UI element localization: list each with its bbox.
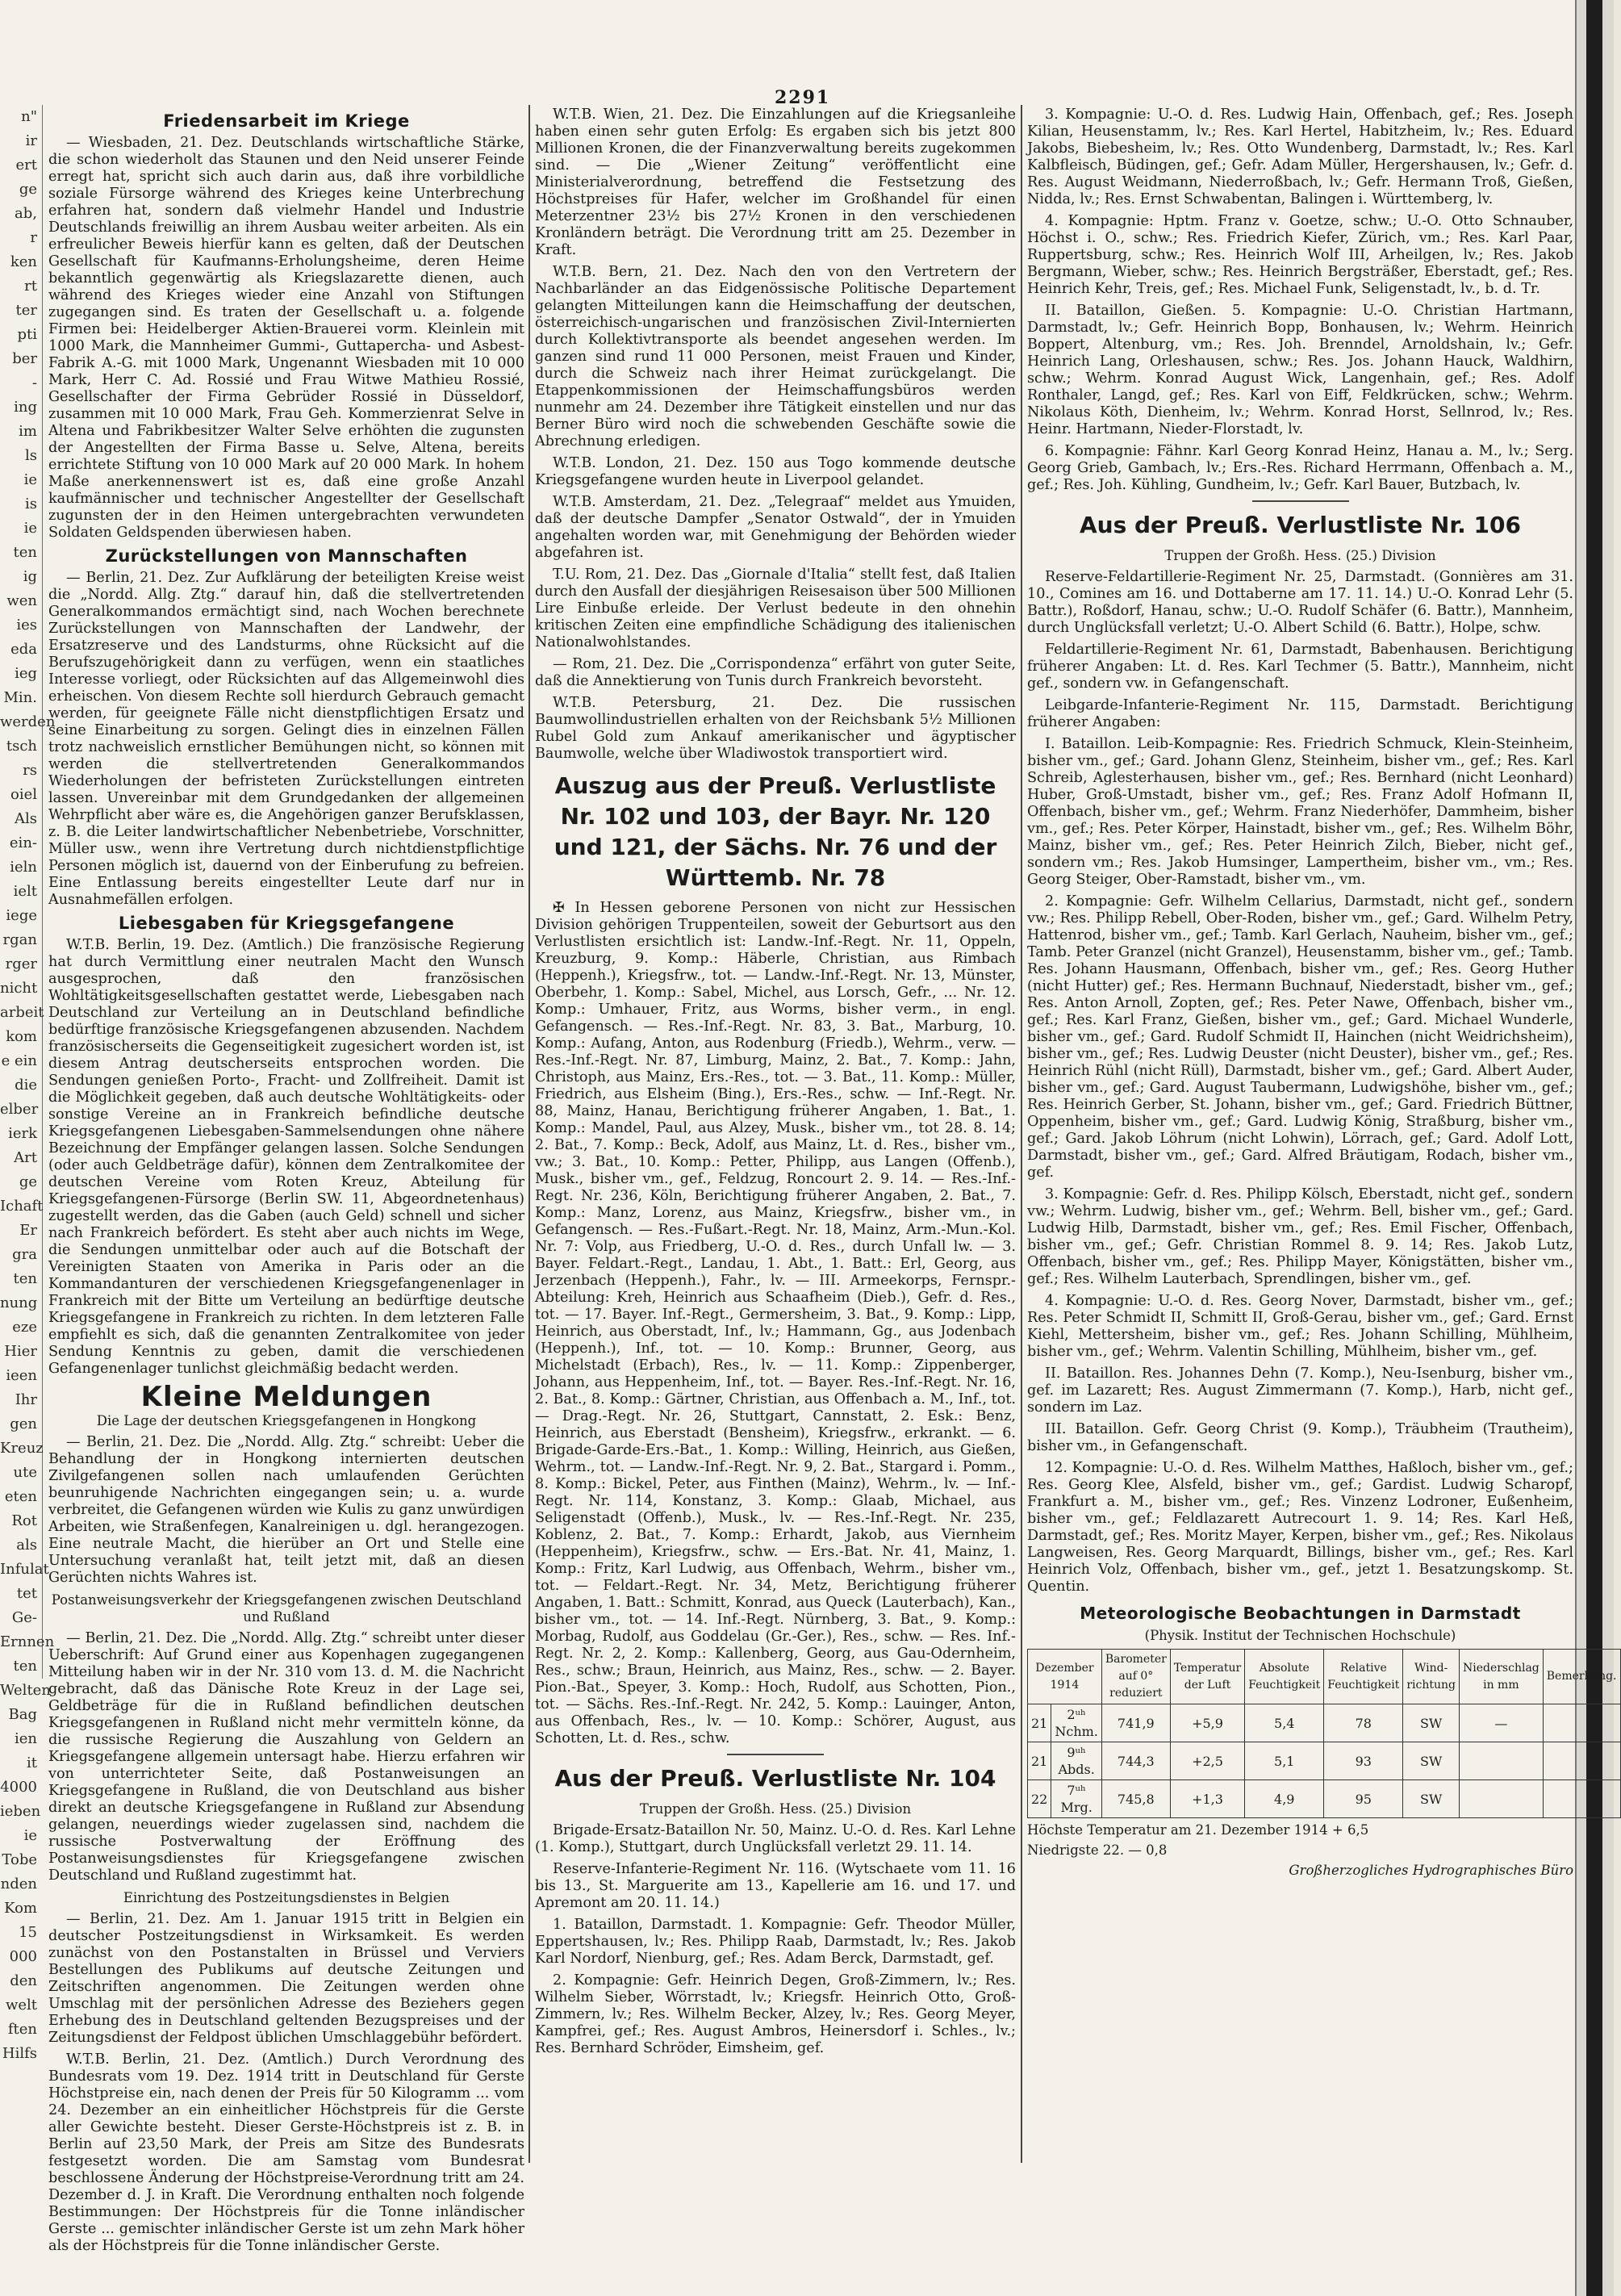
article-paragraph: — Berlin, 21. Dez. Die „Nordd. Allg. Ztg.“ schreibt: Ueber die Behandlung der in Hongkong internierten deutschen Zivilgefangenen sollen nach umlaufenden Gerüchten beunruhigende Nachrichten eingegangen sein; u. a. wurde verbreitet, die Gefangenen würden wie Kulis zu ganz unwürdigen Arbeiten, wie Straßenfegen, Kanalreinigen u. dgl. herangezogen. Eine neutrale Macht, die hierüber an Ort und Stelle eine Untersuchung veranlaßt hat, teilt jetzt mit, daß an diesen Gerüchten nichts Wahres ist.: [48, 1434, 524, 1586]
strip-fragment: oiel: [10, 786, 37, 803]
strip-fragment: ig: [23, 568, 37, 585]
strip-fragment: rgan: [2, 931, 37, 948]
meteo-cell: 5,1: [1245, 1742, 1324, 1780]
meteo-header-cell: Temperatur der Luft: [1170, 1650, 1244, 1704]
meteo-max-value: + 6,5: [1331, 1822, 1369, 1838]
article-paragraph: III. Bataillon. Gefr. Georg Christ (9. Komp.), Träubheim (Trautheim), bisher vm., in Gefangenschaft.: [1027, 1421, 1573, 1454]
strip-fragment: eda: [10, 641, 37, 658]
meteo-cell: 5,4: [1245, 1704, 1324, 1742]
strip-fragment: Rot: [11, 1512, 37, 1529]
meteo-min-value: — 0,8: [1128, 1842, 1168, 1858]
article-paragraph: 2. Kompagnie: Gefr. Heinrich Degen, Groß-Zimmern, lv.; Res. Wilhelm Sieber, Wörrstadt, lv.; Kriegsfr. Heinrich Otto, Groß-Zimmern, lv.; Res. Wilhelm Becker, Alzey, lv.; Res. Georg Meyer, Kampfrei, gef.; Res. August Ambros, Heinersdorf i. Schles., lv.; Res. Bernhard Schröder, Eimsheim, gef.: [535, 1972, 1016, 2056]
page-edge-shadow: [1575, 0, 1614, 2296]
article-paragraph: I. Bataillon. Leib-Kompagnie: Res. Friedrich Schmuck, Klein-Steinheim, bisher vm., gef.; Gard. Johann Glenz, Steinheim, bisher vm., gef.; Res. Karl Schreib, Aglesterhausen, bisher vm., gef.; Res. Bernhard (nicht Leonhard) Huber, Groß-Umstadt, bisher vm., gef.; Res. Franz Adolf Hofmann II, Offenbach, bisher vm., gef.; Wehrm. Franz Niederhöfer, Dammheim, bisher vm., gef.; Res. Peter Körper, Hainstadt, bisher vm., gef.; Res. Wilhelm Böhr, Mainz, bisher vm., gef.; Res. Peter Heinrich Zilch, Bieber, nicht gef., sondern vm.; Res. Jakob Humsinger, Lampertheim, bisher vm., vm.; Res. Georg Steiger, Ober-Ramstadt, bisher vm., vm.: [1027, 736, 1573, 888]
strip-fragment: Hier: [4, 1343, 37, 1360]
article-paragraph: II. Bataillon. Res. Johannes Dehn (7. Komp.), Neu-Isenburg, bisher vm., gef. im Lazarett; Res. August Zimmermann (7. Komp.), Harb, nicht gef., sondern im Laz.: [1027, 1365, 1573, 1416]
meteo-cell: 22: [1028, 1780, 1051, 1818]
article-paragraph: Brigade-Ersatz-Bataillon Nr. 50, Mainz. U.-O. d. Res. Karl Lehne (1. Komp.), Stuttgart, durch Unglücksfall verletzt 29. 11. 14.: [535, 1822, 1016, 1855]
meteo-title: Meteorologische Beobachtungen in Darmstadt: [1080, 1604, 1521, 1623]
strip-fragment: ieln: [10, 859, 37, 876]
article-paragraph: 1. Bataillon, Darmstadt. 1. Kompagnie: Gefr. Theodor Müller, Eppertshausen, lv.; Res. Philipp Raab, Darmstadt, lv.; Res. Jakob Karl Nordorf, Nienburg, gef.; Res. Adam Berck, Darmstadt, gef.: [535, 1917, 1016, 1967]
article-paragraph: Reserve-Infanterie-Regiment Nr. 116. (Wytschaete vom 11. 16 bis 13., St. Marguerite am 13., Kapellerie am 16. und 17. und Apremont am 20. 11. 14.): [535, 1861, 1016, 1911]
strip-fragment: Welten: [0, 1682, 51, 1699]
meteo-cell: [1543, 1742, 1620, 1780]
strip-fragment: ie: [23, 1827, 37, 1844]
article-paragraph: Leibgarde-Infanterie-Regiment Nr. 115, Darmstadt. Berichtigung früherer Angaben:: [1027, 697, 1573, 730]
section-heading: Aus der Preuß. Verlustliste Nr. 104: [554, 1765, 996, 1792]
strip-fragment: nden: [0, 1876, 37, 1892]
strip-fragment: ies: [16, 617, 37, 634]
section-rule: [1252, 500, 1349, 502]
article-paragraph: W.T.B. Bern, 21. Dez. Nach den von den Vertretern der Nachbarländer an das Eidgenössische Politische Departement gelangten Mitteilungen kann die Heimschaffung der deutschen, österreichisch-ungarischen und französischen Zivil-Internierten durch Kollektivtransporte als beendet angesehen werden. Im ganzen sind rund 11 000 Personen, meist Frauen und Kinder, durch die Schweiz nach ihrer Heimat zurückgelangt. Die Etappenkommissionen der Heimschaffungsbüros werden nunmehr am 24. Dezember ihre Tätigkeit einstellen und nur das Berner Büro wird noch die schwebenden Geschäfte sowie die Abrechnung erledigen.: [535, 264, 1016, 450]
strip-fragment: elber: [0, 1101, 39, 1118]
article-paragraph: T.U. Rom, 21. Dez. Das „Giornale d'Italia“ stellt fest, daß Italien durch den Ausfall der diesjährigen Reisesaison über 500 Millionen Lire Einbuße erleide. Der Verlust bedeute in den ohnehin kritischen Zeiten eine empfindliche Schädigung des italienischen Nationalwohlstandes.: [535, 567, 1016, 650]
strip-fragment: Infulat: [0, 1561, 49, 1578]
meteo-cell: 4,9: [1245, 1780, 1324, 1818]
strip-fragment: ieben: [0, 1803, 41, 1820]
strip-fragment: Bag: [8, 1706, 37, 1723]
strip-fragment: ter: [15, 302, 37, 319]
meteo-cell: [1459, 1780, 1543, 1818]
article-paragraph: — Rom, 21. Dez. Die „Corrispondenza“ erfährt von guter Seite, daß die Annektierung von Tunis durch Frankreich bevorsteht.: [535, 656, 1016, 689]
meteo-subtitle: (Physik. Institut der Technischen Hochschule): [1144, 1628, 1456, 1643]
strip-fragment: is: [25, 496, 37, 512]
article-paragraph: W.T.B. London, 21. Dez. 150 aus Togo kommende deutsche Kriegsgefangene wurden heute in Liverpool gelandet.: [535, 455, 1016, 488]
article-paragraph: Reserve-Feldartillerie-Regiment Nr. 25, Darmstadt. (Gonnières am 31. 10., Comines am 16. und Dottaberne am 17. 11. 14.) U.-O. Konrad Lehr (5. Battr.), Roßdorf, Hanau, schw.; U.-O. Rudolf Schäfer (6. Battr.), Mannheim, durch Unglücksfall verletzt; U.-O. Albert Schild (6. Battr.), Holpe, schw.: [1027, 569, 1573, 636]
strip-fragment: Tobe: [2, 1851, 37, 1868]
strip-fragment: Ichaft: [0, 1198, 44, 1215]
section-heading: Truppen der Großh. Hess. (25.) Division: [1164, 548, 1436, 563]
strip-fragment: ge: [19, 1173, 37, 1190]
strip-fragment: rger: [5, 956, 37, 972]
adjacent-page-strip: [0, 105, 56, 2062]
meteo-min-label: Niedrigste: [1027, 1842, 1099, 1858]
article-paragraph: W.T.B. Berlin, 21. Dez. (Amtlich.) Durch Verordnung des Bundesrats vom 19. Dez. 1914 tritt in Deutschland für Gerste Höchstpreise ein, nach denen der Preis für 50 Kilogramm ... vom 24. Dezember an ein einheitlicher Höchstpreis für die Gerste aller Gewichte besteht. Dieser Gerste-Höchstpreis ist z. B. in Berlin auf 23,50 Mark, der Preis am Sitze des Bundesrats festgesetzt worden. Die am Samstag vom Bundesrat beschlossene Änderung der Höchstpreise-Verordnung tritt am 24. Dezember d. J. in Kraft. Die Verordnung enthalten noch folgende Bestimmungen: Der Höchstpreis für die Tonne inländischer Gerste ... gemischter inländischer Gerste ist um zehn Mark höher als der Höchstpreis für die Tonne inländischer Gerste.: [48, 2051, 524, 2254]
article-paragraph: 3. Kompagnie: U.-O. d. Res. Ludwig Hain, Offenbach, gef.; Res. Joseph Kilian, Heusenstamm, lv.; Res. Karl Hertel, Habitzheim, lv.; Res. Eduard Jakobs, Biebesheim, lv.; Res. Otto Wundenberg, Darmstadt, lv.; Res. Karl Kalbfleisch, Büdingen, gef.; Gefr. Adam Müller, Hergershausen, lv.; Gefr. d. Res. August Weidmann, Niederroßbach, lv.; Gefr. Hermann Troß, Gießen, Nidda, lv.; Res. Ernst Schwabentan, Balingen i. Württemberg, lv.: [1027, 107, 1573, 207]
section-heading: Aus der Preuß. Verlustliste Nr. 106: [1080, 512, 1521, 538]
strip-fragment: im: [19, 423, 37, 440]
strip-fragment: iege: [6, 907, 37, 924]
article-paragraph: — Berlin, 21. Dez. Zur Aufklärung der beteiligten Kreise weist die „Nordd. Allg. Ztg.“ darauf hin, daß die stellvertretenden Generalkommandos ermächtigt sind, nach Wochen berechnete Zurückstellungen von Mannschaften der Landwehr, der Ersatzreserve und des Landsturms, ohne Rücksicht auf die Berufszugehörigkeit dann zu verfügen, wenn ein staatliches Interesse vorliegt, oder Rücksichten auf das Allgemeinwohl dies erheischen. Von diesem Rechte soll hierdurch Gebrauch gemacht werden, für geeignete Fälle nicht dienstpflichtigen Ersatz und seine Einarbeitung zu sorgen. Gelingt dies in einzelnen Fällen trotz nachweislich ernstlicher Bemühungen nicht, so können mit werden die stellvertretenden Generalkommandos Wiederholungen der befristeten Zurückstellungen eintreten lassen. Unvereinbar mit dem Grundgedanken der allgemeinen Wehrpflicht aber wäre es, die Angehörigen ganzer Berufsklassen, z. B. die Leiter landwirtschaftlicher Nebenbetriebe, Vorschnitter, Müller usw., wenn ihre Vertretung durch nichtdienstpflichtige Personen möglich ist, dauernd von der Einberufung zu befreien. Eine Entlassung bereits eingestellter Leute darf nur in Ausnahmefällen erfolgen.: [48, 570, 524, 908]
strip-fragment: e ein: [1, 1052, 37, 1069]
strip-fragment: Ernnen: [0, 1633, 55, 1650]
meteo-cell: 2ᵘʰ Nchm.: [1051, 1704, 1102, 1742]
strip-fragment: ab,: [15, 205, 37, 222]
meteo-cell: SW: [1403, 1704, 1460, 1742]
strip-fragment: ierk: [8, 1125, 37, 1142]
meteo-cell: +5,9: [1170, 1704, 1244, 1742]
strip-fragment: arbeit: [0, 1004, 44, 1021]
section-heading: Friedensarbeit im Kriege: [163, 111, 410, 131]
section-heading: Postanweisungsverkehr der Kriegsgefangenen zwischen Deutschland und Rußland: [51, 1592, 522, 1625]
section-rule: [727, 1754, 824, 1755]
meteo-row: [1028, 1704, 1621, 1742]
strip-fragment: ten: [13, 1658, 37, 1675]
meteo-cell: 21: [1028, 1742, 1051, 1780]
strip-fragment: gra: [12, 1246, 37, 1263]
strip-fragment: ie: [23, 471, 37, 488]
meteo-row: [1028, 1780, 1621, 1818]
column-3: [1027, 107, 1617, 2156]
article-paragraph: W.T.B. Amsterdam, 21. Dez. „Telegraaf“ meldet aus Ymuiden, daß der deutsche Dampfer „Senator Ostwald“, der in Ymuiden angehalten worden war, mit Genehmigung der Behörden wieder abgefahren ist.: [535, 494, 1016, 561]
strip-fragment: tet: [16, 1585, 37, 1602]
strip-fragment: welt: [5, 1997, 37, 2014]
strip-fragment: rs: [23, 762, 37, 779]
strip-fragment: wen: [6, 592, 37, 609]
strip-fragment: Hilfs: [2, 2045, 37, 2062]
meteo-cell: 93: [1324, 1742, 1403, 1780]
meteo-table-section: [1027, 1604, 1617, 1879]
strip-fragment: kom: [6, 1028, 37, 1045]
strip-fragment: nung: [0, 1294, 38, 1311]
meteo-cell: +2,5: [1170, 1742, 1244, 1780]
article-paragraph: W.T.B. Wien, 21. Dez. Die Einzahlungen auf die Kriegsanleihe haben einen sehr guten Erfolg: Es ergaben sich bis jetzt 800 Millionen Kronen, die der Finanzverwaltung bereits zugekommen sind. — Die „Wiener Zeitung“ veröffentlicht eine Ministerialverordnung, betreffend die Festsetzung des Höchstpreises für Hafer, welcher im Großhandel für einen Meterzentner 23½ bis 27½ Kronen in den verschiedenen Kronländern beträgt. Die Verordnung tritt am 25. Dezember in Kraft.: [535, 107, 1016, 258]
article-paragraph: 6. Kompagnie: Fähnr. Karl Georg Konrad Heinz, Hanau a. M., lv.; Serg. Georg Grieb, Gambach, lv.; Ers.-Res. Richard Herrmann, Offenbach a. M., gef.; Res. Joh. Kühling, Gundheim, lv.; Gefr. Karl Bauer, Butzbach, lv.: [1027, 443, 1573, 493]
article-paragraph: ✠ In Hessen geborene Personen von nicht zur Hessischen Division gehörigen Truppenteilen, soweit der Geburtsort aus den Verlustlisten ersichtlich ist: Landw.-Inf.-Regt. Nr. 11, Oppeln, Kreuzburg, 9. Komp.: Häberle, Christian, aus Rimbach (Heppenh.), Kriegsfrw., tot. — Landw.-Inf.-Regt. Nr. 13, Münster, Oberbehr, 1. Komp.: Sabel, Michel, aus Lorsch, Gefr., ... Nr. 12. Komp.: Umhauer, Fritz, aus Worms, bisher verm., in engl. Gefangensch. — Res.-Inf.-Regt. Nr. 83, 3. Bat., Marburg, 10. Komp.: Aufang, Anton, aus Rodenburg (Friedb.), Wehrm., verw. — Res.-Inf.-Regt. Nr. 87, Limburg, Mainz, 2. Bat., 7. Komp.: Jahn, Christoph, aus Mainz, Ers.-Res., tot. — 3. Bat., 11. Komp.: Müller, Friedrich, aus Elsheim (Bing.), Ers.-Res., schw. — Inf.-Regt. Nr. 88, Mainz, Hanau, Berichtigung früherer Angaben, 1. Bat., 1. Komp.: Mandel, Paul, aus Alzey, Musk., bisher vm., tot 28. 8. 14; 2. Bat., 7. Komp.: Beck, Adolf, aus Mainz, Lt. d. Res., bisher vm., vw.; 3. Bat., 10. Komp.: Petter, Philipp, aus Langen (Offenb.), Musk., bisher vm., gef., Feldzug, Roncourt 2. 9. 14. — Res.-Inf.-Regt. Nr. 236, Köln, Berichtigung früherer Angaben, 2. Bat., 7. Komp.: Manz, Lorenz, aus Mainz, Kriegsfrw., bisher vm., in Gefangensch. — Res.-Fußart.-Regt. Nr. 18, Mainz, Arm.-Mun.-Kol. Nr. 7: Volp, aus Friedberg, U.-O. d. Res., durch Unfall lw. — 3. Bayer. Feldart.-Regt., Landau, 1. Abt., 1. Batt.: Erl, Georg, aus Jerzenbach (Heppenh.), Fahr., lv. — III. Armeekorps, Fernspr.-Abteilung: Kreh, Heinrich aus Schaafheim (Dieb.), Gefr. d. Res., tot. — 17. Bayer. Inf.-Regt., Germersheim, 3. Bat., 9. Komp.: Lipp, Heinrich, aus Oberstadt, Inf., lv.; Hammann, Gg., aus Jodenbach (Heppenh.), Inf., tot. — 10. Komp.: Brunner, Georg, aus Michelstadt (Erbach), Res., lv. — 11. Komp.: Zippenberger, Johann, aus Heppenheim, Inf., tot. — Bayer. Res.-Inf.-Regt. Nr. 16, 2. Bat., 8. Komp.: Gärtner, Christian, aus Offenbach a. M., Inf., tot. — Drag.-Regt. Nr. 26, Stuttgart, Cannstatt, 2. Esk.: Benz, Heinrich, aus Eberstadt (Bensheim), Kriegsfrw., erkrankt. — 6. Brigade-Garde-Ers.-Bat., 1. Komp.: Willing, Heinrich, aus Gießen, Wehrm., tot. — Landw.-Inf.-Regt. Nr. 9, 2. Bat., Stargard i. Pomm., 8. Komp.: Bickel, Peter, aus Finthen (Mainz), Wehrm., lv. — Inf.-Regt. Nr. 114, Konstanz, 3. Komp.: Glaab, Michael, aus Seligenstadt (Offenb.), Musk., lv. — Res.-Inf.-Regt. Nr. 235, Koblenz, 2. Bat., 7. Komp.: Erhardt, Jakob, aus Viernheim (Heppenheim), Kriegsfrw., schw. — Ers.-Bat. Nr. 41, Mainz, 1. Komp.: Fritz, Karl Ludwig, aus Offenbach, Wehrm., bisher vm., tot. — Feldart.-Regt. Nr. 34, Metz, Berichtigung früherer Angaben, 1. Batt.: Schmitt, Konrad, aus Queck (Lauterbach), Kan., bisher vm., tot. — 14. Inf.-Regt. Nürnberg, 3. Bat., 9. Komp.: Morbag, Rudolf, aus Goddelau (Gr.-Ger.), Res., schw. — Res. Inf.-Regt. Nr. 2, 2. Komp.: Kallenberg, Georg, aus Gau-Odernheim, Res., schw.; Braun, Heinrich, aus Mainz, Res., schw. — 2. Bayer. Pion.-Bat., Speyer, 3. Komp.: Hoch, Rudolf, aus Schotten, Pion., tot. — Sächs. Res.-Inf.-Regt. Nr. 242, 5. Komp.: Lauinger, Anton, aus Offenbach, Res., lv. — 10. Komp.: Schörer, August, aus Schotten, Lt. d. Res., schw.: [535, 900, 1016, 1746]
article-paragraph: — Wiesbaden, 21. Dez. Deutschlands wirtschaftliche Stärke, die schon wiederholt das Staunen und den Neid unserer Feinde erregt hat, spricht sich auch darin aus, daß ihre vorbildliche soziale Fürsorge während des Krieges keine Unterbrechung erfahren hat, sondern daß vielmehr Handel und Industrie Deutschlands freiwillig an ihrem Ausbau weiter arbeiten. Als ein erfreulicher Beweis hierfür kann es gelten, daß der Deutschen Gesellschaft für Kaufmanns-Erholungsheime, deren Heime bekanntlich gegenwärtig als Kriegslazarette dienen, auch während des Krieges wieder eine Anzahl von Stiftungen zugegangen sind. Es traten der Gesellschaft u. a. folgende Firmen bei: Heidelberger Aktien-Brauerei vorm. Kleinlein mit 1000 Mark, die Mannheimer Gummi-, Guttapercha- und Asbest-Fabrik A.-G. mit 1000 Mark, Ungenannt Wiesbaden mit 10 000 Mark, Herr C. Ad. Rossié und Frau Witwe Mathieu Rossié, Gesellschafter der Firma Gebrüder Rossié in Düsseldorf, zusammen mit 10 000 Mark, Frau Geh. Kommerzienrat Selve in Altena und Fabrikbesitzer Walter Selve erhöhten die zugunsten der Angestellten der Firma Basse u. Selve, Altena, bereits errichtete Stiftung von 10 000 Mark auf 20 000 Mark. In hohem Maße anerkennenswert ist es, daß eine große Anzahl kaufmännischer und technischer Angestellter der Gesellschaft zugunsten der in den Heimen untergebrachten verwundeten Soldaten Geldspenden überwiesen haben.: [48, 135, 524, 541]
meteo-header-cell: Absolute Feuchtigkeit: [1245, 1650, 1324, 1704]
strip-fragment: Er: [19, 1222, 37, 1239]
meteo-cell: —: [1459, 1704, 1543, 1742]
article-paragraph: 4. Kompagnie: U.-O. d. Res. Georg Nover, Darmstadt, bisher vm., gef.; Res. Peter Schmidt II, Schmitt II, Groß-Gerau, bisher vm., gef.; Gard. Ernst Kiehl, Mettersheim, bisher vm., gef.; Res. Johann Schilling, Mühlheim, bisher vm., gef.; Wehrm. Valentin Schilling, Mühlheim, bisher vm., gef.: [1027, 1293, 1573, 1360]
strip-fragment: ie: [23, 520, 37, 537]
meteo-header-cell: Barometer auf 0° reduziert: [1101, 1650, 1170, 1704]
section-heading: Auszug aus der Preuß. Verlustliste Nr. 102 und 103, der Bayr. Nr. 120 und 121, der Sächs. Nr. 76 und der Württemb. Nr. 78: [554, 772, 997, 891]
meteo-cell: 21: [1028, 1704, 1051, 1742]
meteo-cell: +1,3: [1170, 1780, 1244, 1818]
strip-fragment: ten: [13, 544, 37, 561]
column-rule-2: [1021, 105, 1022, 2163]
article-paragraph: Feldartillerie-Regiment Nr. 61, Darmstadt, Babenhausen. Berichtigung früherer Angaben: Lt. d. Res. Karl Techmer (5. Battr.), Mannheim, nicht gef., sondern vw. in Gefangenschaft.: [1027, 642, 1573, 692]
article-paragraph: — Berlin, 21. Dez. Die „Nordd. Allg. Ztg.“ schreibt unter dieser Ueberschrift: Auf Grund einer aus Kopenhagen zugegangenen Mitteilung haben wir in der Nr. 310 vom 13. d. M. die Nachricht gebracht, daß das Dänische Rote Kreuz in der Lage sei, Geldbeträge für die in Rußland befindlichen deutschen Kriegsgefangenen in Rußland nicht mehr vermitteln könne, da die russische Regierung die Auszahlung von Geldern an Kriegsgefangene allgemein untersagt habe. Hierzu erfahren wir von unterrichteter Seite, daß Postanweisungen an Kriegsgefangene in Rußland, die von Deutschland aus bisher direkt an deutsche Kriegsgefangene in Rußland zur Absendung gelangen, neuerdings wieder zugelassen sind, nachdem die russische Postverwaltung der Eröffnung des Postanweisungsdienstes für Kriegsgefangene zwischen Deutschland und Rußland zugestimmt hat.: [48, 1630, 524, 1884]
meteo-min: [1027, 1842, 1573, 1859]
strip-fragment: ir: [25, 132, 37, 149]
meteo-table: [1027, 1649, 1621, 1818]
meteo-min-day: 22.: [1102, 1842, 1125, 1858]
section-heading: Liebesgaben für Kriegsgefangene: [118, 914, 455, 933]
article-paragraph: W.T.B. Berlin, 19. Dez. (Amtlich.) Die französische Regierung hat durch Vermittlung einer neutralen Macht den Wunsch ausgesprochen, daß den französischen Wohltätigkeitsgesellschaften gestattet werde, Liebesgaben nach Deutschland zur Verteilung an in Deutschland befindliche bedürftige französische Kriegsgefangenen abzusenden. Nachdem französischerseits die Gegenseitigkeit zugesichert worden ist, ist diesem Antrag deutscherseits entsprochen worden. Die Sendungen genießen Porto-, Fracht- und Zollfreiheit. Damit ist die Möglichkeit gegeben, daß auch deutsche Wohltätigkeits- oder sonstige Vereine an in Frankreich befindliche deutsche Kriegsgefangenen Liebesgaben-Sammelsendungen ohne nähere Bezeichnung der Empfänger gelangen lassen. Solche Sendungen (oder auch Geldbeträge dafür), können dem Zentralkomitee der deutschen Vereine vom Roten Kreuz, Abteilung für Kriegsgefangenen-Fürsorge (Berlin SW. 11, Abgeordnetenhaus) zugestellt werden, das die Gaben (auch Geld) schnell und sicher nach Frankreich befördert. Es steht aber auch nichts im Wege, die Sendungen unmittelbar oder auch auf die Botschaft der Vereinigten Staaten von Amerika in Paris oder an die Kommandanturen der verschiedenen Kriegsgefangenenlager in Frankreich mit der Bitte um Verteilung an bedürftige deutsche Kriegsgefangene in Frankreich zu richten. In dem letzteren Falle empfiehlt es sich, daß die genannten Zentralkomitee von jeder Sendung Kenntnis zu geben, damit die verschiedenen Gefangenenlager tunlichst gleichmäßig bedacht werden.: [48, 937, 524, 1377]
strip-fragment: it 4000: [0, 1754, 37, 1796]
meteo-cell: 741,9: [1101, 1704, 1170, 1742]
strip-fragment: pti: [17, 326, 37, 343]
strip-fragment: ften: [7, 2021, 37, 2038]
article-paragraph: 2. Kompagnie: Gefr. Wilhelm Cellarius, Darmstadt, nicht gef., sondern vw.; Res. Philipp Rebell, Ober-Roden, bisher vm., gef.; Gard. Wilhelm Petry, Hattenrod, bisher vm., gef.; Tamb. Karl Gerlach, Nauheim, bisher vm., gef.; Tamb. Peter Granzel (nicht Granzel), Heusenstamm, bisher vm., gef.; Tamb. Res. Johann Hausmann, Offenbach, bisher vm., gef.; Res. Georg Huther (nicht Hutter) gef.; Res. Hermann Buchnauf, Niederstadt, bisher vm., gef.; Res. Anton Arnoll, Zopten, gef.; Res. Peter Nawe, Offenbach, bisher vm., gef.; Res. Karl Franz, Gießen, bisher vm., gef.; Gard. Michael Wunderle, bisher vm., gef.; Gard. Rudolf Schmidt II, Hainchen (nicht Weidrichsheim), bisher vm., gef.; Res. Ludwig Deuster (nicht Deuster), bisher vm., gef.; Res. Heinrich Rühl (nicht Rüll), Darmstadt, bisher vm., gef.; Gard. Albert Auder, bisher vm., gef.; Gard. August Taubermann, Ludwigshöhe, bisher vm., gef.; Res. Heinrich Gerber, St. Johann, bisher vm., gef.; Gard. Friedrich Büttner, Oppenheim, bisher vm., gef.; Gard. Ludwig König, Straßburg, bisher vm., gef.; Gard. Jakob Löhrum (nicht Lohwin), Lörrach, gef.; Gard. Adolf Lott, Darmstadt, bisher vm., gef.; Gard. Alfred Bräutigam, Rodach, bisher vm., gef.: [1027, 893, 1573, 1181]
meteo-cell: 78: [1324, 1704, 1403, 1742]
article-paragraph: II. Bataillon, Gießen. 5. Kompagnie: U.-O. Christian Hartmann, Darmstadt, lv.; Gefr. Heinrich Bopp, Bonhausen, lv.; Wehrm. Heinrich Boppert, Altenburg, vm.; Res. Joh. Brenndel, Arnoldshain, lv.; Gefr. Heinrich Lang, Orleshausen, schw.; Res. Jos. Johann Hauck, Waldhirn, schw.; Wehrm. Konrad August Wick, Langenhain, gef.; Res. Adolf Ronthaler, Langd, gef.; Res. Karl von Eiff, Feldkrücken, schw.; Wehrm. Nikolaus Köth, Dienheim, lv.; Wehrm. Konrad Horst, Sellnrod, lv.; Res. Heinr. Hartmann, Nieder-Florstadt, lv.: [1027, 303, 1573, 437]
strip-fragment: ert: [15, 157, 37, 174]
meteo-header-cell: Relative Feuchtigkeit: [1324, 1650, 1403, 1704]
article-paragraph: 3. Kompagnie: Gefr. d. Res. Philipp Kölsch, Eberstadt, nicht gef., sondern vw.; Wehrm. Ludwig, bisher vm., gef.; Wehrm. Bell, bisher vm., gef.; Gard. Ludwig Hilb, Darmstadt, bisher vm., gef.; Res. Emil Fischer, Offenbach, bisher vm., gef.; Gefr. Christian Rommel 8. 9. 14; Res. Jakob Lutz, Offenbach, bisher vm., gef.; Res. Philipp Mayer, Königstätten, bisher vm., gef.; Res. Wilhelm Lauterbach, Sprendlingen, bisher vm., gef.: [1027, 1186, 1573, 1287]
strip-fragment: -: [31, 374, 37, 391]
column-1: [48, 107, 524, 2254]
strip-fragment: 15 000: [9, 1924, 37, 1965]
meteo-header-cell: Niederschlag in mm: [1459, 1650, 1543, 1704]
strip-fragment: ken: [10, 253, 37, 270]
page-number: 2291: [775, 87, 831, 108]
strip-fragment: werden: [0, 713, 56, 730]
strip-fragment: ute: [13, 1464, 37, 1481]
strip-fragment: Ge-: [11, 1609, 37, 1626]
strip-fragment: ge: [19, 181, 37, 198]
strip-fragment: ieen: [6, 1367, 37, 1384]
strip-fragment: ber: [12, 350, 37, 367]
strip-fragment: ten: [13, 1270, 37, 1287]
strip-fragment: ein-: [9, 834, 37, 851]
strip-fragment: ien: [14, 1730, 37, 1747]
meteo-max: [1027, 1821, 1573, 1838]
strip-fragment: Kom: [4, 1900, 37, 1917]
strip-fragment: nicht: [0, 980, 38, 997]
strip-fragment: r: [30, 229, 37, 246]
meteo-cell: [1459, 1742, 1543, 1780]
strip-fragment: Kreuz: [0, 1440, 44, 1457]
meteo-cell: 745,8: [1101, 1780, 1170, 1818]
meteo-cell: SW: [1403, 1742, 1460, 1780]
strip-fragment: eten: [4, 1488, 37, 1505]
meteo-cell: [1543, 1780, 1620, 1818]
column-2: [535, 107, 1016, 2156]
section-heading: Zurückstellungen von Mannschaften: [105, 546, 468, 566]
section-heading: Kleine Meldungen: [140, 1381, 432, 1413]
strip-fragment: Art: [14, 1149, 37, 1166]
column-rule-1: [528, 105, 530, 2163]
strip-fragment: n": [21, 108, 37, 125]
meteo-header-cell: Dezember 1914: [1028, 1650, 1102, 1704]
meteo-header-cell: Bemerkung.: [1543, 1650, 1620, 1704]
meteo-cell: 7ᵘʰ Mrg.: [1051, 1780, 1102, 1818]
strip-fragment: Als: [15, 810, 37, 827]
meteo-row: [1028, 1742, 1621, 1780]
strip-fragment: ls: [25, 447, 37, 464]
section-heading: Truppen der Großh. Hess. (25.) Division: [639, 1801, 912, 1817]
meteo-cell: 95: [1324, 1780, 1403, 1818]
strip-fragment: als: [16, 1537, 37, 1554]
meteo-cell: 9ᵘʰ Abds.: [1051, 1742, 1102, 1780]
strip-fragment: die: [15, 1077, 37, 1094]
article-paragraph: W.T.B. Petersburg, 21. Dez. Die russischen Baumwollindustriellen erhalten von der Reichsbank 5½ Millionen Rubel Gold zum Ankauf amerikanischer und ägyptischer Baumwolle, welche über Wladiwostok transportiert wird.: [535, 695, 1016, 762]
meteo-cell: 744,3: [1101, 1742, 1170, 1780]
section-heading: Einrichtung des Postzeitungsdienstes in Belgien: [123, 1890, 450, 1905]
meteo-max-label: Höchste Temperatur am 21. Dezember 1914: [1027, 1822, 1328, 1838]
strip-fragment: Ihr: [15, 1391, 37, 1408]
strip-fragment: ing: [14, 399, 37, 416]
meteo-cell: [1543, 1704, 1620, 1742]
strip-fragment: eze: [12, 1319, 37, 1336]
strip-fragment: tsch: [6, 738, 37, 755]
strip-fragment: gen: [10, 1416, 37, 1432]
meteo-header-cell: Wind-richtung: [1403, 1650, 1460, 1704]
article-paragraph: — Berlin, 21. Dez. Am 1. Januar 1915 tritt in Belgien ein deutscher Postzeitungsdienst in Wirksamkeit. Es werden zunächst von den Postanstalten in Brüssel und Verviers Bestellungen des Publikums auf deutsche Zeitungen und Zeitschriften angenommen. Die Zeitungen werden ohne Umschlag mit der persönlichen Adresse des Beziehers gegen Erhebung des in Deutschland geltenden Bezugspreises und der Zeitungsdienst der Feldpost üblichen Umschlaggebühr befördert.: [48, 1911, 524, 2046]
article-paragraph: 12. Kompagnie: U.-O. d. Res. Wilhelm Matthes, Haßloch, bisher vm., gef.; Res. Georg Klee, Alsfeld, bisher vm., gef.; Gardist. Ludwig Scharopf, Frankfurt a. M., bisher vm., gef.; Res. Vinzenz Lodroner, Eußenheim, bisher vm., gef.; Feldlazarett Autrecourt 1. 9. 14; Res. Karl Heß, Darmstadt, gef.; Res. Moritz Mayer, Kerpen, bisher vm., gef.; Res. Nikolaus Langweisen, Res. Georg Marquardt, Billings, bisher vm., gef.; Res. Karl Heinrich Volz, Offenbach, bisher vm., gef., jetzt 1. Besatzungskomp. St. Quentin.: [1027, 1460, 1573, 1595]
strip-fragment: Min.: [3, 689, 37, 706]
strip-fragment: den: [10, 1972, 37, 1989]
meteo-signature: Großherzogliches Hydrographisches Büro: [1289, 1863, 1573, 1878]
strip-fragment: ieg: [15, 665, 37, 682]
section-heading: Die Lage der deutschen Kriegsgefangenen in Hongkong: [96, 1413, 477, 1428]
meteo-cell: SW: [1403, 1780, 1460, 1818]
article-paragraph: 4. Kompagnie: Hptm. Franz v. Goetze, schw.; U.-O. Otto Schnauber, Höchst i. O., schw.; Res. Friedrich Kiefer, Zürich, vm.; Res. Karl Paar, Ruppertsburg, schw.; Res. Heinrich Wolf III, Arheilgen, lv.; Res. Jakob Bergmann, Wieber, schw.; Res. Heinrich Bergsträßer, Eberstadt, gef.; Res. Heinrich Kehr, Treis, gef.; Res. Michael Funk, Seligenstadt, lv., b. d. Tr.: [1027, 213, 1573, 297]
strip-fragment: rt: [24, 278, 37, 295]
strip-fragment: ielt: [13, 883, 37, 900]
